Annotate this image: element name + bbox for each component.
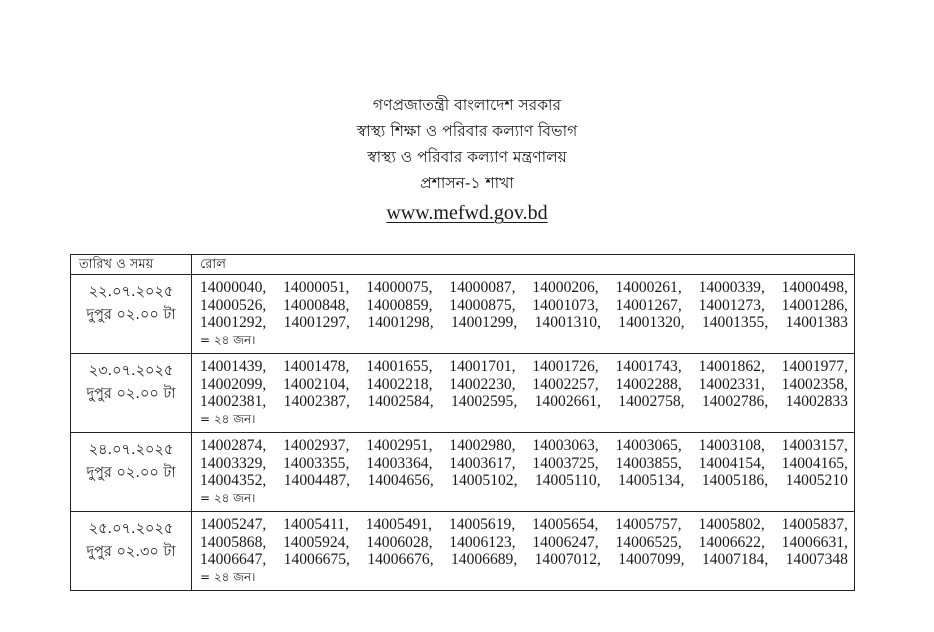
roll-number: 14000339,	[698, 279, 765, 296]
roll-number: 14003329,	[200, 454, 267, 472]
roll-number: 14003108,	[698, 437, 765, 454]
roll-number: 14003063,	[532, 437, 599, 454]
exam-date: ২৩.০৭.২০২৫	[88, 363, 174, 379]
table-header-row	[71, 255, 855, 275]
roll-number: 14001862,	[698, 358, 765, 375]
roll-number: 14001297,	[283, 314, 350, 331]
roll-number: 14006675,	[283, 551, 350, 568]
roll-number: 14002786,	[701, 393, 769, 410]
roll-number: 14002937,	[283, 437, 350, 454]
roll-number: 14000859,	[366, 296, 433, 314]
candidate-count: = ২৪ জন।	[200, 411, 256, 426]
table-body	[71, 275, 855, 591]
roll-number: 14006676,	[367, 551, 434, 568]
candidate-count: = ২৪ জন।	[200, 490, 256, 505]
column-header-date-time: তারিখ ও সময়	[71, 255, 192, 275]
roll-number: 14006689,	[450, 551, 518, 568]
roll-number: 14001655,	[366, 358, 433, 375]
roll-number: 14001299,	[450, 314, 518, 331]
government-title: গণপ্রজাতন্ত্রী বাংলাদেশ সরকার	[372, 96, 562, 114]
roll-number: 14002661,	[534, 393, 601, 410]
roll-number: 14000498,	[781, 279, 848, 296]
roll-number: 14001726,	[532, 358, 599, 375]
exam-date: ২২.০৭.২০২৫	[88, 284, 174, 300]
table-row	[71, 512, 855, 591]
roll-number: 14001073,	[532, 296, 599, 314]
exam-date: ২৪.০৭.২০২৫	[88, 442, 174, 458]
roll-line	[200, 534, 848, 552]
roll-number: 14002288,	[615, 375, 682, 393]
roll-number: 14000875,	[449, 296, 516, 314]
roll-number: 14003065,	[615, 437, 682, 454]
roll-number: 14004656,	[367, 472, 434, 489]
website-link[interactable]: www.mefwd.gov.bd	[386, 202, 548, 224]
column-header-roll: রোল	[192, 255, 855, 275]
roll-line	[200, 437, 848, 455]
roll-number: 14005102,	[451, 472, 518, 489]
roll-number: 14002387,	[283, 393, 350, 410]
roll-number: 14000848,	[283, 296, 350, 314]
division-title: স্বাস্থ্য শিক্ষা ও পরিবার কল্যাণ বিভাগ	[356, 122, 578, 140]
roll-number: 14005802,	[698, 516, 765, 533]
roll-number: 14006631,	[781, 533, 848, 551]
roll-number: 14003617,	[449, 454, 516, 472]
candidate-count: = ২৪ জন।	[200, 569, 256, 584]
roll-number: 14002584,	[367, 393, 434, 410]
date-time-cell	[71, 433, 192, 512]
roll-number: 14000051,	[283, 279, 350, 296]
roll-number: 14001383	[785, 314, 848, 331]
roll-line	[200, 455, 848, 473]
roll-number: 14007099,	[618, 551, 685, 568]
roll-number: 14006622,	[698, 533, 765, 551]
roll-numbers-cell	[192, 354, 855, 433]
roll-number: 14000075,	[366, 279, 433, 296]
roll-number: 14001273,	[698, 296, 765, 314]
table-row	[71, 354, 855, 433]
table-row	[71, 275, 855, 354]
roll-number: 14003855,	[615, 454, 682, 472]
roll-number: 14007348	[785, 551, 848, 568]
date-time-cell	[71, 512, 192, 591]
roll-line	[200, 297, 848, 315]
roll-number: 14002257,	[532, 375, 599, 393]
roll-number: 14006028,	[366, 533, 433, 551]
roll-number: 14002331,	[698, 375, 765, 393]
roll-number: 14006247,	[532, 533, 599, 551]
roll-number: 14006647,	[200, 551, 267, 568]
roll-line	[200, 358, 848, 376]
roll-number: 14002230,	[449, 375, 516, 393]
roll-number: 14005837,	[781, 516, 848, 533]
roll-number: 14004352,	[200, 472, 267, 489]
document-header	[0, 92, 934, 228]
roll-line	[200, 516, 848, 534]
roll-number: 14002758,	[618, 393, 685, 410]
roll-number: 14001743,	[615, 358, 682, 375]
roll-number: 14001267,	[615, 296, 682, 314]
date-time-cell	[71, 275, 192, 354]
roll-number: 14005247,	[200, 516, 267, 533]
roll-numbers-cell	[192, 275, 855, 354]
roll-number: 14001286,	[781, 296, 848, 314]
table-row	[71, 433, 855, 512]
roll-number: 14005924,	[283, 533, 350, 551]
roll-number: 14000261,	[615, 279, 682, 296]
roll-number: 14005210	[785, 472, 848, 489]
exam-date: ২৫.০৭.২০২৫	[88, 521, 174, 537]
roll-number: 14001701,	[449, 358, 516, 375]
roll-number: 14001320,	[618, 314, 685, 331]
roll-number: 14001478,	[283, 358, 350, 375]
roll-number: 14005186,	[701, 472, 769, 489]
roll-number: 14002980,	[449, 437, 516, 454]
roll-number: 14003355,	[283, 454, 350, 472]
roll-number: 14000040,	[200, 279, 267, 296]
roll-number: 14004487,	[283, 472, 351, 489]
roll-number: 14002218,	[366, 375, 433, 393]
roll-number: 14002951,	[366, 437, 433, 454]
roll-number: 14002381,	[200, 393, 267, 410]
roll-number: 14002595,	[450, 393, 518, 410]
roll-number: 14003157,	[781, 437, 848, 454]
exam-schedule-table	[70, 254, 855, 591]
roll-line	[200, 376, 848, 394]
roll-line	[200, 314, 848, 332]
roll-number: 14000526,	[200, 296, 267, 314]
ministry-title: স্বাস্থ্য ও পরিবার কল্যাণ মন্ত্রণালয়	[367, 148, 567, 166]
roll-number: 14001298,	[367, 314, 434, 331]
roll-number: 14005110,	[534, 472, 601, 489]
roll-numbers-cell	[192, 512, 855, 591]
roll-line	[200, 393, 848, 411]
branch-title: প্রশাসন-১ শাখা	[420, 174, 514, 192]
exam-time: দুপুর ০২.০০ টা	[86, 307, 176, 323]
roll-number: 14004154,	[698, 454, 765, 472]
roll-number: 14005491,	[365, 516, 433, 533]
exam-time: দুপুর ০২.৩০ টা	[86, 544, 176, 560]
exam-time: দুপুর ০২.০০ টা	[86, 465, 176, 481]
roll-number: 14005619,	[448, 516, 516, 533]
roll-line	[200, 551, 848, 569]
roll-number: 14002833	[785, 393, 848, 410]
roll-number: 14002099,	[200, 375, 267, 393]
date-time-cell	[71, 354, 192, 433]
roll-number: 14007012,	[534, 551, 601, 568]
roll-number: 14005411,	[283, 516, 349, 533]
roll-number: 14003364,	[366, 454, 433, 472]
roll-line	[200, 279, 848, 297]
roll-number: 14004165,	[781, 454, 848, 472]
roll-number: 14001977,	[781, 358, 848, 375]
roll-line	[200, 472, 848, 490]
roll-number: 14002104,	[283, 375, 350, 393]
roll-number: 14006525,	[615, 533, 682, 551]
roll-number: 14001310,	[534, 314, 601, 331]
roll-number: 14001439,	[200, 358, 267, 375]
roll-number: 14005757,	[615, 516, 682, 533]
roll-number: 14001355,	[701, 314, 769, 331]
roll-number: 14000087,	[449, 279, 516, 296]
roll-number: 14002358,	[781, 375, 848, 393]
exam-time: দুপুর ০২.০০ টা	[86, 386, 176, 402]
roll-number: 14006123,	[449, 533, 516, 551]
roll-number: 14002874,	[200, 437, 267, 454]
roll-number: 14007184,	[701, 551, 769, 568]
roll-number: 14005654,	[532, 516, 599, 533]
roll-number: 14001292,	[200, 314, 267, 331]
roll-numbers-cell	[192, 433, 855, 512]
roll-number: 14005134,	[618, 472, 685, 489]
roll-number: 14000206,	[532, 279, 599, 296]
roll-number: 14005868,	[200, 533, 267, 551]
candidate-count: = ২৪ জন।	[200, 332, 256, 347]
roll-number: 14003725,	[532, 454, 599, 472]
